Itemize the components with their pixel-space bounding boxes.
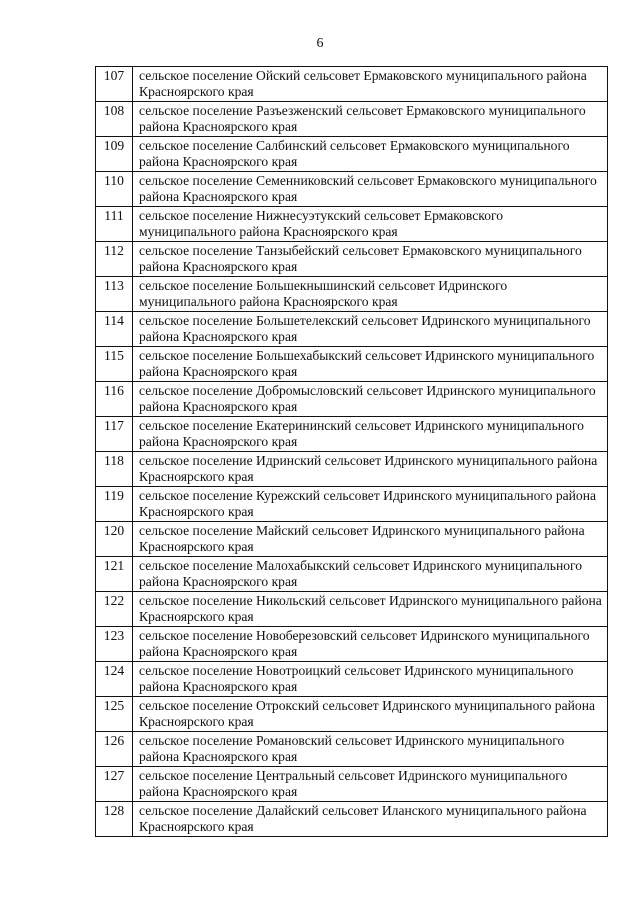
settlements-table-body [96, 67, 608, 837]
settlement-name: сельское поселение Отрокский сельсовет Идринского муниципального района Красноярского края [133, 697, 608, 732]
settlement-name: сельское поселение Семенниковский сельсовет Ермаковского муниципального района Красноярского края [133, 172, 608, 207]
settlement-name: сельское поселение Курежский сельсовет Идринского муниципального района Красноярского края [133, 487, 608, 522]
table-row [96, 627, 608, 662]
table-row [96, 102, 608, 137]
settlements-table [95, 66, 608, 837]
table-row [96, 662, 608, 697]
table-row [96, 522, 608, 557]
table-row [96, 802, 608, 837]
table-row [96, 137, 608, 172]
row-number: 108 [96, 102, 133, 137]
row-number: 119 [96, 487, 133, 522]
settlement-name: сельское поселение Центральный сельсовет Идринского муниципального района Красноярского края [133, 767, 608, 802]
settlement-name: сельское поселение Большекнышинский сельсовет Идринского муниципального района Красноярского края [133, 277, 608, 312]
settlement-name: сельское поселение Романовский сельсовет Идринского муниципального района Красноярского края [133, 732, 608, 767]
settlement-name: сельское поселение Екатерининский сельсовет Идринского муниципального района Красноярского края [133, 417, 608, 452]
row-number: 128 [96, 802, 133, 837]
table-row [96, 697, 608, 732]
settlement-name: сельское поселение Большехабыкский сельсовет Идринского муниципального района Красноярского края [133, 347, 608, 382]
table-row [96, 207, 608, 242]
table-row [96, 312, 608, 347]
page-number: 6 [316, 36, 324, 51]
row-number: 110 [96, 172, 133, 207]
settlement-name: сельское поселение Салбинский сельсовет Ермаковского муниципального района Красноярского края [133, 137, 608, 172]
row-number: 114 [96, 312, 133, 347]
row-number: 127 [96, 767, 133, 802]
row-number: 111 [96, 207, 133, 242]
table-row [96, 172, 608, 207]
row-number: 126 [96, 732, 133, 767]
settlement-name: сельское поселение Добромысловский сельсовет Идринского муниципального района Красноярского края [133, 382, 608, 417]
row-number: 107 [96, 67, 133, 102]
settlement-name: сельское поселение Далайский сельсовет Иланского муниципального района Красноярского края [133, 802, 608, 837]
table-row [96, 767, 608, 802]
row-number: 116 [96, 382, 133, 417]
settlement-name: сельское поселение Новотроицкий сельсовет Идринского муниципального района Красноярского края [133, 662, 608, 697]
row-number: 109 [96, 137, 133, 172]
table-row [96, 347, 608, 382]
row-number: 120 [96, 522, 133, 557]
settlement-name: сельское поселение Танзыбейский сельсовет Ермаковского муниципального района Красноярского края [133, 242, 608, 277]
settlement-name: сельское поселение Никольский сельсовет Идринского муниципального района Красноярского края [133, 592, 608, 627]
table-row [96, 277, 608, 312]
settlement-name: сельское поселение Идринский сельсовет Идринского муниципального района Красноярского края [133, 452, 608, 487]
settlement-name: сельское поселение Большетелекский сельсовет Идринского муниципального района Красноярского края [133, 312, 608, 347]
table-row [96, 592, 608, 627]
row-number: 122 [96, 592, 133, 627]
row-number: 112 [96, 242, 133, 277]
settlement-name: сельское поселение Майский сельсовет Идринского муниципального района Красноярского края [133, 522, 608, 557]
row-number: 117 [96, 417, 133, 452]
settlement-name: сельское поселение Нижнесуэтукский сельсовет Ермаковского муниципального района Красноярского края [133, 207, 608, 242]
row-number: 118 [96, 452, 133, 487]
settlement-name: сельское поселение Малохабыкский сельсовет Идринского муниципального района Красноярского края [133, 557, 608, 592]
row-number: 121 [96, 557, 133, 592]
table-row [96, 557, 608, 592]
table-row [96, 242, 608, 277]
row-number: 113 [96, 277, 133, 312]
row-number: 123 [96, 627, 133, 662]
settlement-name: сельское поселение Разъезженский сельсовет Ермаковского муниципального района Красноярского края [133, 102, 608, 137]
table-row [96, 67, 608, 102]
table-row [96, 382, 608, 417]
table-row [96, 487, 608, 522]
row-number: 125 [96, 697, 133, 732]
table-row [96, 732, 608, 767]
table-row [96, 417, 608, 452]
row-number: 115 [96, 347, 133, 382]
settlement-name: сельское поселение Ойский сельсовет Ермаковского муниципального района Красноярского края [133, 67, 608, 102]
row-number: 124 [96, 662, 133, 697]
table-row [96, 452, 608, 487]
settlement-name: сельское поселение Новоберезовский сельсовет Идринского муниципального района Красноярского края [133, 627, 608, 662]
